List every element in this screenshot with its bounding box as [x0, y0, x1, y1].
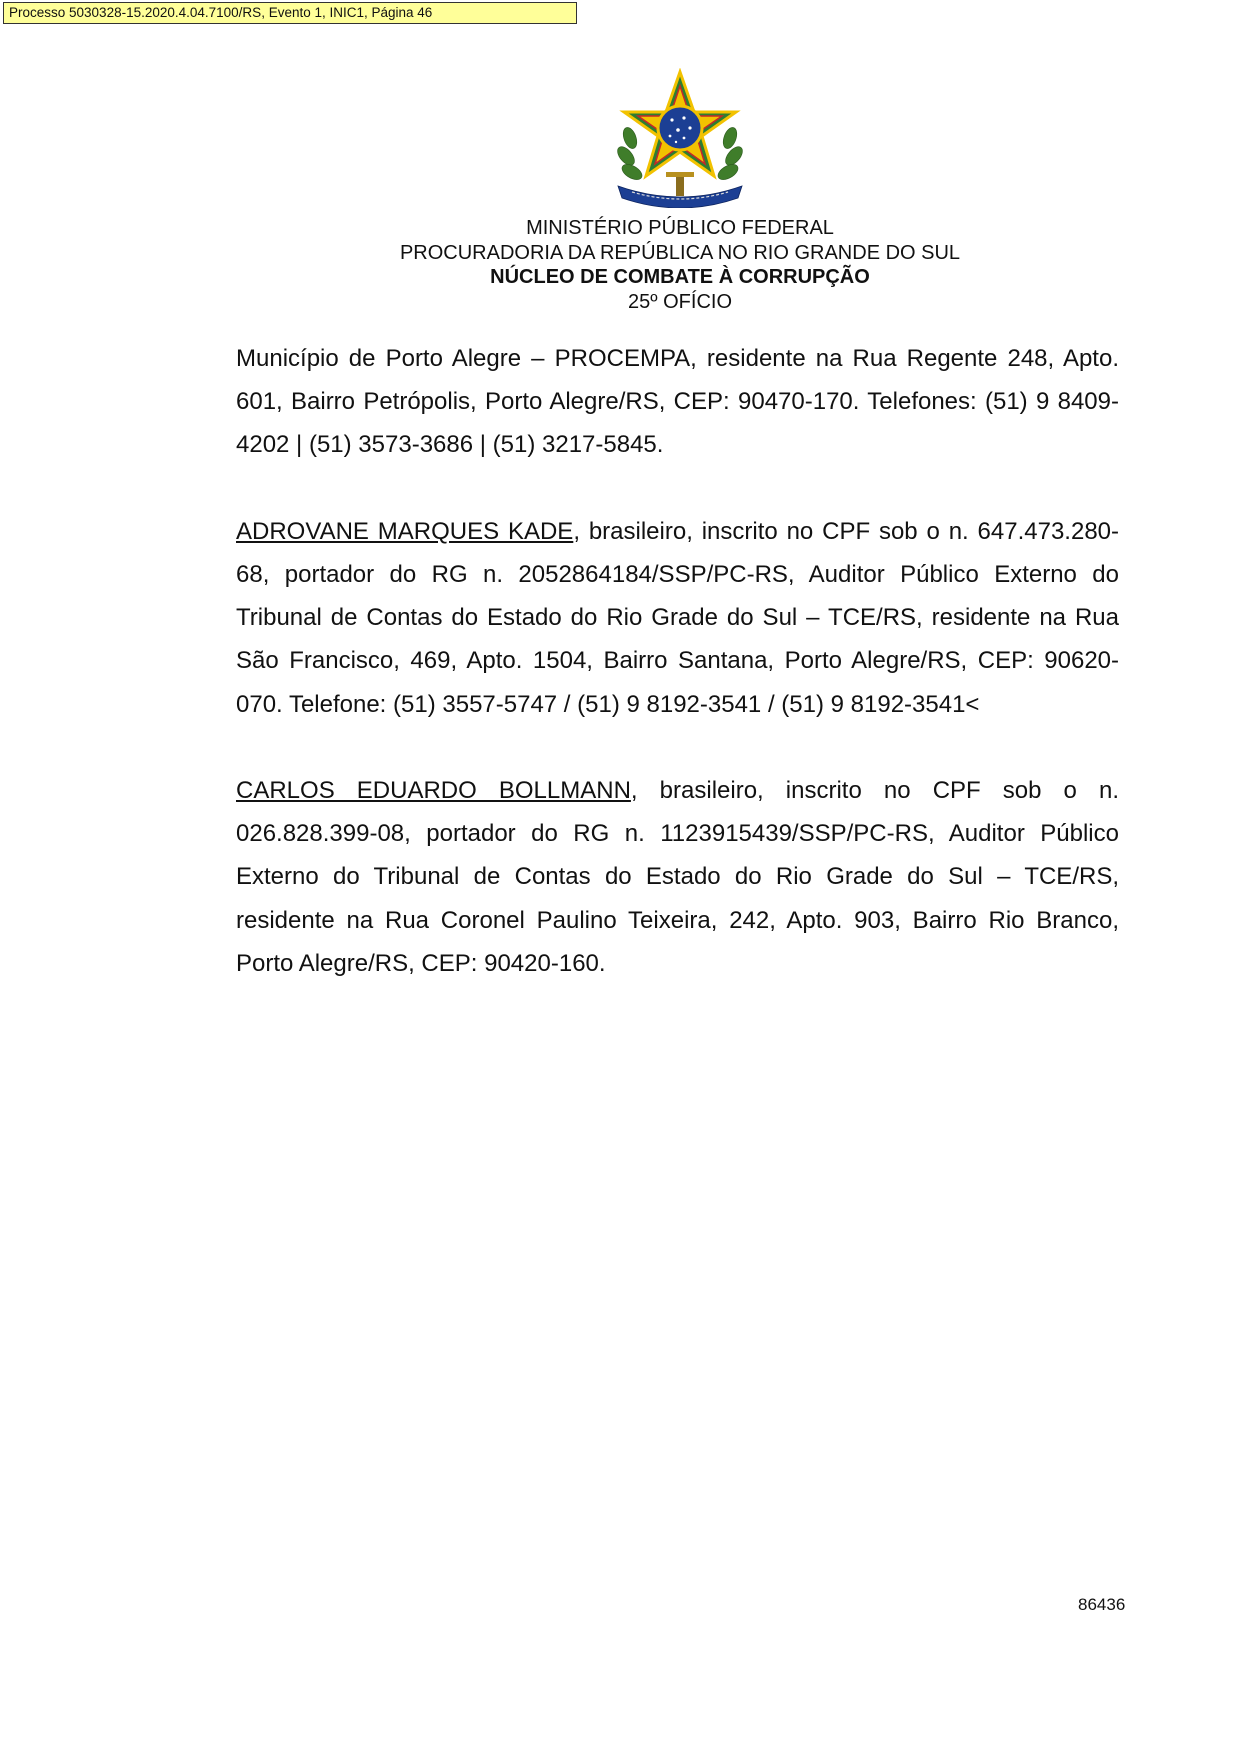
page-number: 86436	[1078, 1595, 1126, 1614]
document-header	[0, 216, 1240, 314]
person-name-adrovane: ADROVANE MARQUES KADE	[236, 517, 574, 545]
person-name-carlos: CARLOS EDUARDO BOLLMANN	[236, 777, 631, 804]
paragraph-carlos	[236, 769, 1119, 985]
process-stamp	[3, 2, 577, 24]
document-body	[236, 337, 1119, 1028]
header-procuradoria: PROCURADORIA DA REPÚBLICA NO RIO GRANDE DO SUL	[399, 241, 961, 264]
paragraph-carlos-text: , brasileiro, inscrito no CPF sob o n. 026.828.399-08, portador do RG n. 1123915439/SSP/PC-RS, Auditor Público Externo do Tribunal de Contas do Estado do Rio Grade do Sul – TCE/RS, residente na Rua Coronel Paulino Teixeira, 242, Apto. 903, Bairro Rio Branco, Porto Alegre/RS, CEP: 90420-160.	[236, 777, 1120, 977]
header-oficio: 25º OFÍCIO	[628, 290, 732, 313]
process-stamp-text: Processo 5030328-15.2020.4.04.7100/RS, Evento 1, INIC1, Página 46	[9, 5, 433, 20]
brazil-coat-of-arms-icon	[612, 68, 748, 208]
header-nucleo: NÚCLEO DE COMBATE À CORRUPÇÃO	[490, 266, 870, 288]
paragraph-adrovane	[236, 510, 1119, 726]
paragraph-procempa-text: Município de Porto Alegre – PROCEMPA, residente na Rua Regente 248, Apto. 601, Bairro Petrópolis, Porto Alegre/RS, CEP: 90470-170. Telefones: (51) 9 8409-4202 | (51) 3573-3686 | (51) 3217-5845.	[236, 345, 1119, 459]
header-ministry: MINISTÉRIO PÚBLICO FEDERAL	[526, 217, 834, 239]
paragraph-procempa	[236, 337, 1119, 467]
paragraph-adrovane-text: , brasileiro, inscrito no CPF sob o n. 647.473.280-68, portador do RG n. 2052864184/SSP/PC-RS, Auditor Público Externo do Tribunal de Contas do Estado do Rio Grade do Sul – TCE/RS, residente na Rua São Francisco, 469, Apto. 1504, Bairro Santana, Porto Alegre/RS, CEP: 90620-070. Telefone: (51) 3557-5747 / (51) 9 8192-3541 / (51) 9 8192-3541<	[236, 517, 1120, 718]
